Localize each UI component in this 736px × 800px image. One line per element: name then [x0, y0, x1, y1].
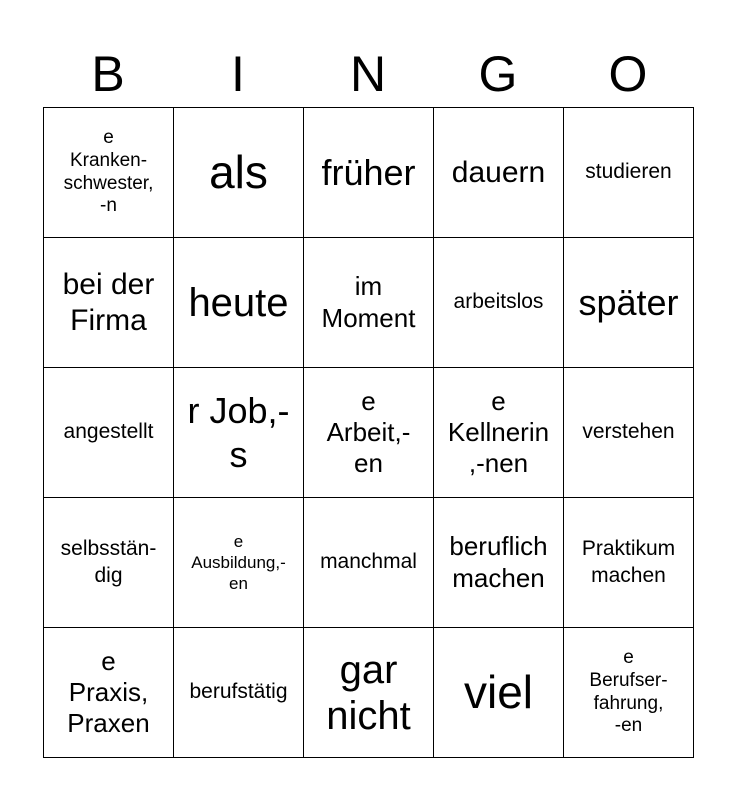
cell-text: als — [209, 146, 268, 199]
bingo-cell-r5-c2[interactable] — [174, 628, 304, 758]
bingo-cell-r5-c4[interactable] — [434, 628, 564, 758]
bingo-cell-r3-c2[interactable] — [174, 368, 304, 498]
bingo-cell-r2-c1[interactable] — [44, 238, 174, 368]
cell-text: viel — [463, 666, 534, 719]
bingo-cell-r3-c3[interactable] — [304, 368, 434, 498]
cell-text: e Ausbildung,- en — [191, 531, 286, 594]
bingo-cell-r1-c2[interactable] — [174, 108, 304, 238]
cell-text: beruflich machen — [449, 531, 548, 593]
bingo-cell-r3-c5[interactable] — [564, 368, 694, 498]
bingo-cell-r5-c5[interactable] — [564, 628, 694, 758]
bingo-cell-r2-c5[interactable] — [564, 238, 694, 368]
header-letter-g: G — [478, 46, 518, 102]
cell-text: früher — [321, 151, 416, 193]
bingo-cell-r1-c1[interactable] — [44, 108, 174, 238]
cell-text: dauern — [451, 155, 546, 189]
cell-text: arbeitslos — [453, 290, 544, 314]
bingo-cell-r1-c5[interactable] — [564, 108, 694, 238]
cell-text: im Moment — [321, 271, 416, 333]
bingo-cell-r5-c1[interactable] — [44, 628, 174, 758]
cell-text: verstehen — [582, 420, 675, 444]
cell-text: e Berufser- fahrung, -en — [589, 646, 668, 737]
cell-text: studieren — [585, 160, 672, 184]
bingo-cell-r2-c2[interactable] — [174, 238, 304, 368]
bingo-cell-r4-c5[interactable] — [564, 498, 694, 628]
cell-text: heute — [188, 280, 289, 325]
header-letter-i: I — [231, 46, 245, 102]
header-letter-n: N — [349, 46, 387, 102]
bingo-cell-r4-c2[interactable] — [174, 498, 304, 628]
cell-text: gar nicht — [326, 647, 411, 738]
cell-text: e Praxis, Praxen — [67, 645, 150, 739]
bingo-cell-r2-c3[interactable] — [304, 238, 434, 368]
bingo-cell-r1-c4[interactable] — [434, 108, 564, 238]
bingo-cell-r4-c1[interactable] — [44, 498, 174, 628]
cell-text: e Kellnerin ,-nen — [447, 385, 550, 479]
cell-text: angestellt — [63, 420, 154, 444]
bingo-cell-r3-c1[interactable] — [44, 368, 174, 498]
cell-text: später — [578, 281, 679, 323]
cell-text: e Kranken- schwester, -n — [63, 126, 154, 217]
bingo-board — [43, 107, 694, 758]
cell-text: r Job,- s — [187, 390, 290, 475]
cell-text: manchmal — [320, 550, 417, 574]
cell-text: selbsstän- dig — [60, 537, 157, 587]
bingo-cell-r1-c3[interactable] — [304, 108, 434, 238]
bingo-cell-r5-c3[interactable] — [304, 628, 434, 758]
bingo-cell-r4-c4[interactable] — [434, 498, 564, 628]
bingo-cell-r3-c4[interactable] — [434, 368, 564, 498]
cell-text: berufstätig — [189, 680, 288, 704]
bingo-header — [43, 40, 693, 108]
bingo-cell-r2-c4[interactable] — [434, 238, 564, 368]
cell-text: e Arbeit,- en — [326, 385, 411, 479]
header-letter-o: O — [608, 46, 648, 102]
header-letter-b: B — [91, 46, 125, 102]
cell-text: bei der Firma — [62, 267, 155, 337]
bingo-cell-r4-c3[interactable] — [304, 498, 434, 628]
cell-text: Praktikum machen — [581, 537, 676, 587]
